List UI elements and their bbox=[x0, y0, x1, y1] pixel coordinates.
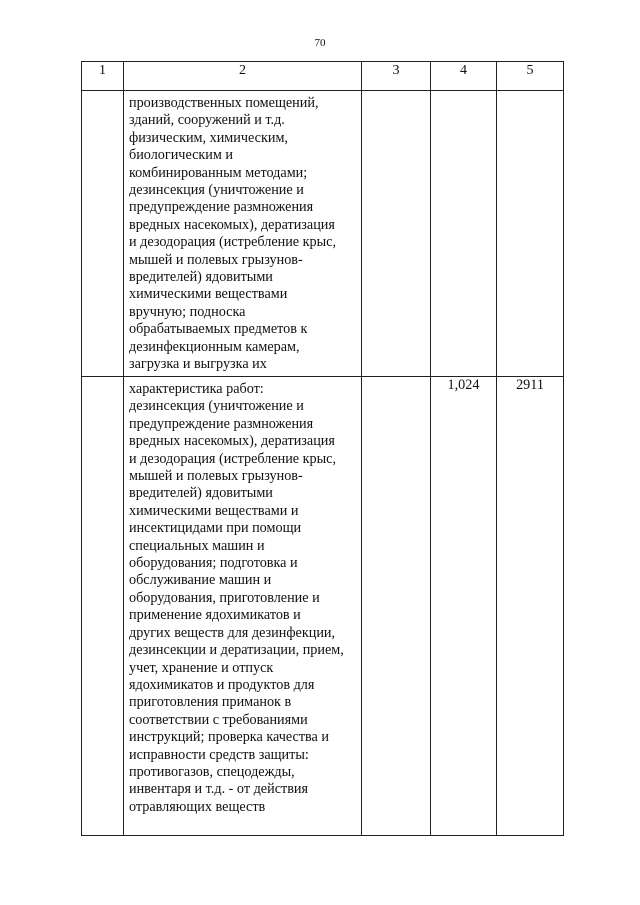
text-line: физическим, химическим, bbox=[129, 129, 288, 146]
column-header: 3 bbox=[362, 62, 431, 91]
text-line: загрузка и выгрузка их bbox=[129, 356, 267, 373]
work-description bbox=[124, 91, 361, 374]
text-line: дезинсекции и дератизации, прием, bbox=[129, 642, 344, 659]
data-table bbox=[81, 61, 564, 836]
text-line: обрабатываемых предметов к bbox=[129, 321, 308, 338]
text-line: оборудования; подготовка и bbox=[129, 555, 298, 572]
text-line: дезинфекционным камерам, bbox=[129, 338, 300, 355]
text-line: химическими веществами bbox=[129, 286, 288, 303]
text-line: предупреждение размножения bbox=[129, 199, 314, 216]
column-header: 4 bbox=[431, 62, 497, 91]
table-row bbox=[82, 377, 564, 836]
page-number: 70 bbox=[314, 37, 326, 49]
table-header-row bbox=[82, 62, 564, 91]
text-line: инвентаря и т.д. - от действия bbox=[129, 781, 309, 798]
text-line: отравляющих веществ bbox=[129, 798, 266, 815]
text-line: биологическим и bbox=[129, 147, 233, 164]
text-line: применение ядохимикатов и bbox=[129, 607, 301, 624]
text-line: химическими веществами и bbox=[129, 502, 299, 519]
text-line: приготовления приманок в bbox=[129, 694, 292, 711]
text-line: других веществ для дезинфекции, bbox=[129, 624, 336, 641]
column-header: 1 bbox=[82, 62, 124, 91]
table-cell bbox=[497, 91, 564, 377]
table-cell: 1,024 bbox=[431, 377, 497, 836]
text-line: вредителей) ядовитыми bbox=[129, 485, 273, 502]
work-description bbox=[124, 377, 361, 816]
table-cell bbox=[82, 377, 124, 836]
text-line: дезинсекция (уничтожение и bbox=[129, 398, 304, 415]
table-cell bbox=[82, 91, 124, 377]
text-line: дезинсекция (уничтожение и bbox=[129, 182, 304, 199]
text-line: вредных насекомых), дератизация bbox=[129, 216, 335, 233]
text-line: и дезодорация (истребление крыс, bbox=[129, 234, 337, 251]
text-line: мышей и полевых грызунов- bbox=[129, 251, 303, 268]
text-line: вредителей) ядовитыми bbox=[129, 269, 273, 286]
text-line: специальных машин и bbox=[129, 537, 265, 554]
text-line: исправности средств защиты: bbox=[129, 746, 309, 763]
text-line: соответствии с требованиями bbox=[129, 711, 308, 728]
table-cell bbox=[124, 91, 362, 377]
table-cell bbox=[431, 91, 497, 377]
table-cell bbox=[362, 91, 431, 377]
text-line: характеристика работ: bbox=[129, 381, 264, 397]
text-line: зданий, сооружений и т.д. bbox=[129, 112, 285, 129]
text-line: ядохимикатов и продуктов для bbox=[129, 676, 315, 693]
text-line: инсектицидами при помощи bbox=[129, 520, 302, 537]
text-line: оборудования, приготовление и bbox=[129, 589, 320, 606]
text-line: инструкций; проверка качества и bbox=[129, 729, 329, 746]
text-line: производственных помещений, bbox=[129, 95, 319, 111]
text-line: вручную; подноска bbox=[129, 303, 246, 320]
text-line: мышей и полевых грызунов- bbox=[129, 468, 303, 485]
text-line: вредных насекомых), дератизация bbox=[129, 433, 335, 450]
text-line: обслуживание машин и bbox=[129, 572, 272, 589]
column-header: 5 bbox=[497, 62, 564, 91]
text-line: противогазов, спецодежды, bbox=[129, 763, 295, 780]
text-line: и дезодорация (истребление крыс, bbox=[129, 450, 337, 467]
table-row bbox=[82, 91, 564, 377]
text-line: учет, хранение и отпуск bbox=[129, 659, 274, 676]
text-line: предупреждение размножения bbox=[129, 415, 314, 432]
text-line: комбинированным методами; bbox=[129, 164, 308, 181]
column-header: 2 bbox=[124, 62, 362, 91]
table-cell bbox=[124, 377, 362, 836]
table-cell bbox=[362, 377, 431, 836]
table-cell: 2911 bbox=[497, 377, 564, 836]
